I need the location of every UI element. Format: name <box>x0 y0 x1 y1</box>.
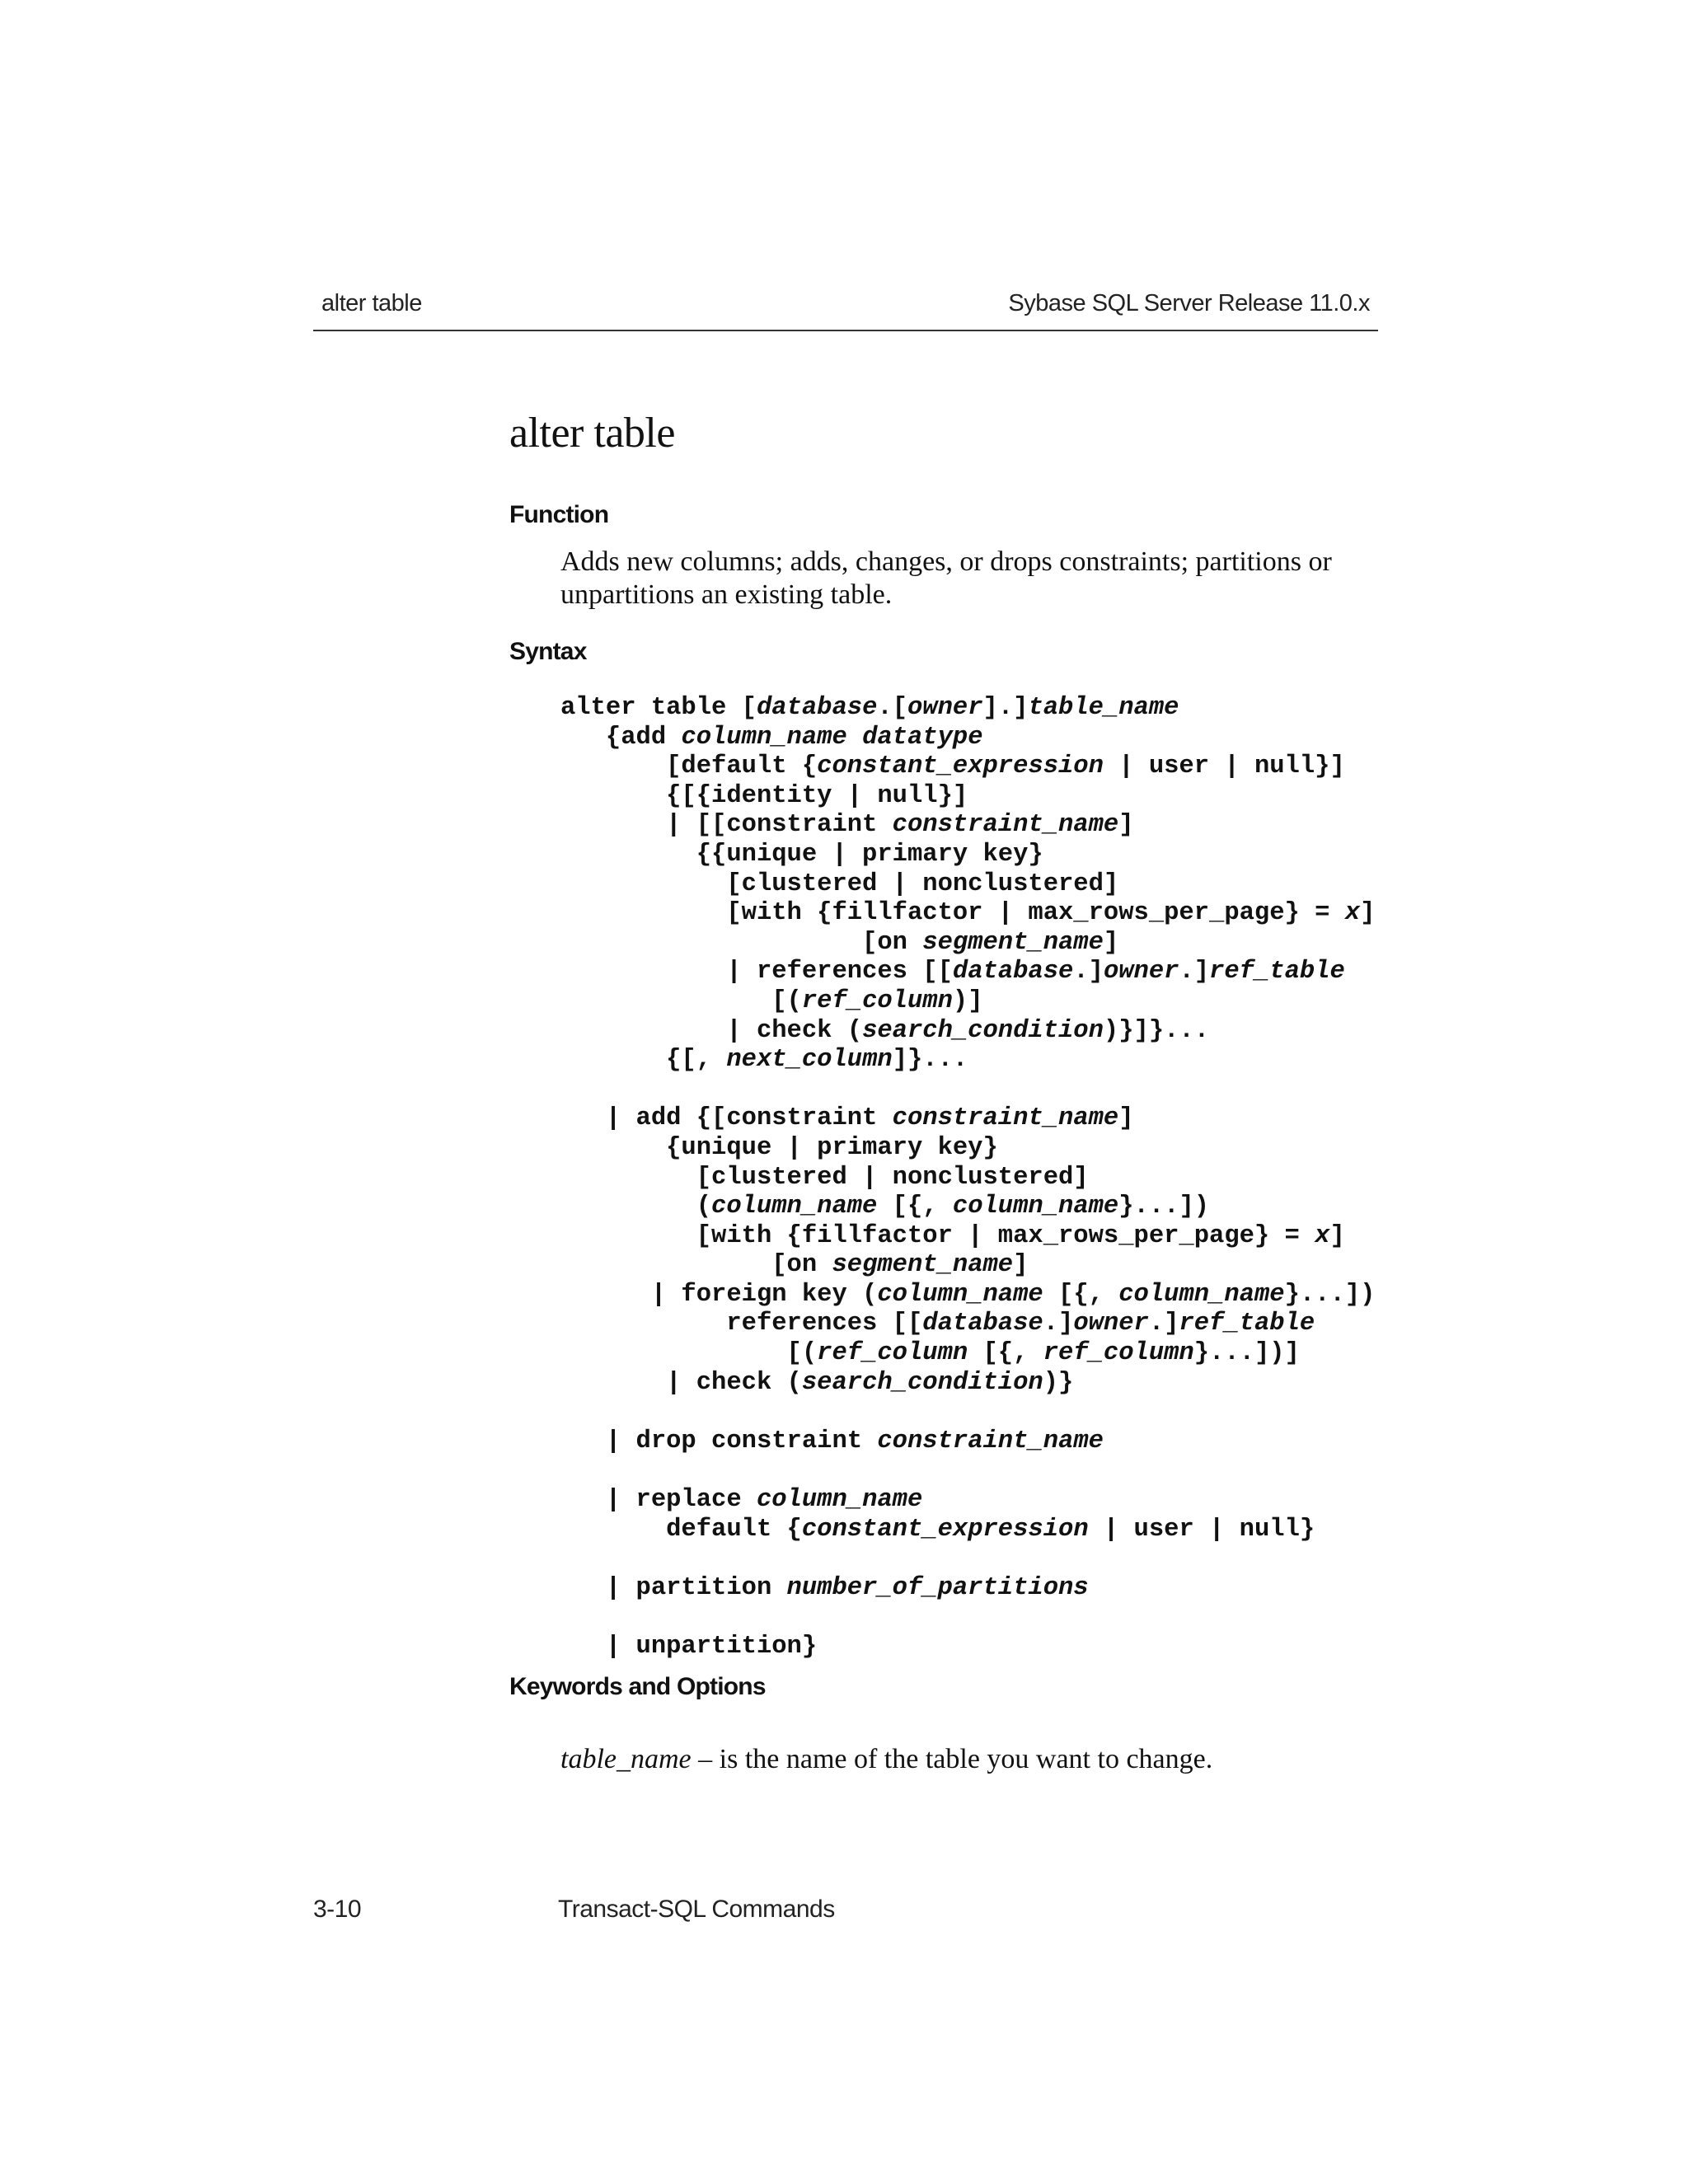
header-product-release: Sybase SQL Server Release 11.0.x <box>1008 290 1370 316</box>
syntax-keyword-text: | user | null}] <box>1103 752 1345 781</box>
syntax-line <box>560 929 1375 958</box>
keyword-description: – is the name of the table you want to change. <box>691 1744 1213 1774</box>
syntax-keyword-text: {{unique | primary key} <box>560 840 1043 869</box>
syntax-keyword-text: ]}... <box>892 1046 968 1075</box>
syntax-keyword-text: .] <box>1073 958 1104 987</box>
syntax-keyword-text: }...]) <box>1118 1193 1210 1221</box>
syntax-keyword-text: | unpartition} <box>560 1633 818 1661</box>
syntax-keyword-text: | check ( <box>560 1016 863 1045</box>
syntax-keyword-text: .[ <box>877 694 907 722</box>
running-header <box>313 290 1378 331</box>
syntax-line <box>560 1310 1375 1339</box>
syntax-placeholder: column_name <box>1118 1280 1285 1309</box>
syntax-keyword-text: | user | null} <box>1088 1515 1315 1544</box>
syntax-placeholder: ref_column <box>801 987 953 1015</box>
syntax-placeholder: constant_expression <box>817 752 1104 781</box>
footer-book-title: Transact-SQL Commands <box>558 1896 835 1923</box>
syntax-placeholder: constraint_name <box>892 811 1119 840</box>
syntax-heading: Syntax <box>509 638 587 665</box>
syntax-line <box>560 694 1375 724</box>
syntax-keyword-text: [on <box>560 928 923 957</box>
syntax-keyword-text: {[, <box>560 1046 727 1075</box>
syntax-line <box>560 811 1375 841</box>
syntax-placeholder: constant_expression <box>801 1515 1089 1544</box>
syntax-line <box>560 870 1375 900</box>
syntax-line <box>560 724 1375 753</box>
syntax-line <box>560 1104 1375 1134</box>
syntax-placeholder: segment_name <box>832 1251 1014 1280</box>
syntax-placeholder: column_name <box>877 1280 1043 1309</box>
syntax-placeholder: column_name <box>711 1193 878 1221</box>
syntax-keyword-text: [( <box>560 1339 818 1368</box>
page-title: alter table <box>509 410 675 457</box>
syntax-placeholder: database <box>952 958 1074 987</box>
syntax-keyword-text: [with {fillfactor | max_rows_per_page} = <box>560 899 1345 928</box>
syntax-placeholder: ref_table <box>1179 1310 1315 1338</box>
syntax-keyword-text: )} <box>1043 1368 1074 1397</box>
syntax-line <box>560 1369 1375 1399</box>
syntax-line <box>560 899 1375 929</box>
syntax-placeholder: owner <box>1073 1310 1149 1338</box>
syntax-placeholder: segment_name <box>922 928 1104 957</box>
syntax-line <box>560 987 1375 1017</box>
keyword-entry-table-name <box>560 1744 1212 1775</box>
syntax-keyword-text: | add {[constraint <box>560 1104 893 1133</box>
syntax-keyword-text: {unique | primary key} <box>560 1133 998 1162</box>
syntax-keyword-text: [on <box>560 1251 832 1280</box>
syntax-line <box>560 1076 1375 1105</box>
syntax-keyword-text: references [[ <box>560 1310 923 1338</box>
syntax-keyword-text: default { <box>560 1515 802 1544</box>
syntax-line <box>560 1134 1375 1164</box>
syntax-placeholder: x <box>1344 899 1361 928</box>
syntax-keyword-text: [clustered | nonclustered] <box>560 1163 1089 1192</box>
syntax-line <box>560 1046 1375 1076</box>
syntax-line <box>560 1164 1375 1193</box>
syntax-line <box>560 958 1375 987</box>
syntax-keyword-text: [{, <box>968 1339 1043 1368</box>
syntax-keyword-text: [clustered | nonclustered] <box>560 869 1119 898</box>
syntax-line <box>560 1251 1375 1281</box>
syntax-line <box>560 1193 1375 1222</box>
function-description: Adds new columns; adds, changes, or drops constraints; partitions or unpartitions an existing table. <box>560 546 1332 610</box>
syntax-placeholder: next_column <box>726 1046 893 1075</box>
syntax-keyword-text: alter table [ <box>560 694 757 722</box>
syntax-line <box>560 1427 1375 1457</box>
syntax-keyword-text: | replace <box>560 1486 757 1515</box>
header-section-name: alter table <box>321 290 422 316</box>
syntax-keyword-text: [{, <box>877 1193 953 1221</box>
syntax-line <box>560 1574 1375 1604</box>
function-heading: Function <box>509 501 609 528</box>
syntax-line <box>560 1544 1375 1574</box>
syntax-keyword-text: .] <box>1043 1310 1074 1338</box>
syntax-keyword-text: ] <box>1329 1221 1345 1250</box>
syntax-line <box>560 1281 1375 1310</box>
keyword-term: table_name <box>560 1744 692 1774</box>
syntax-line <box>560 1017 1375 1047</box>
syntax-placeholder: table_name <box>1028 694 1179 722</box>
syntax-code-block <box>560 694 1375 1662</box>
syntax-placeholder: constraint_name <box>892 1104 1119 1133</box>
syntax-keyword-text: }...])] <box>1193 1339 1300 1368</box>
syntax-placeholder: search_condition <box>862 1016 1104 1045</box>
syntax-placeholder: owner <box>907 694 983 722</box>
syntax-keyword-text: ] <box>1118 811 1134 840</box>
syntax-keyword-text: {[{identity | null}] <box>560 781 968 810</box>
syntax-placeholder: database <box>922 1310 1043 1338</box>
syntax-keyword-text: )] <box>952 987 983 1015</box>
syntax-keyword-text: [{, <box>1043 1280 1119 1309</box>
syntax-line <box>560 1633 1375 1662</box>
syntax-line <box>560 782 1375 812</box>
syntax-keyword-text: ( <box>560 1193 712 1221</box>
syntax-line <box>560 1222 1375 1252</box>
syntax-placeholder: ref_column <box>1043 1339 1194 1368</box>
syntax-placeholder: column_name <box>952 1193 1119 1221</box>
syntax-line <box>560 1398 1375 1427</box>
syntax-keyword-text: | check ( <box>560 1368 802 1397</box>
syntax-keyword-text: [( <box>560 987 802 1015</box>
syntax-line <box>560 1339 1375 1369</box>
syntax-keyword-text: ] <box>1013 1251 1029 1280</box>
syntax-placeholder: column_name datatype <box>681 723 983 752</box>
syntax-line <box>560 1456 1375 1486</box>
syntax-placeholder: x <box>1315 1221 1330 1250</box>
syntax-placeholder: ref_column <box>817 1339 968 1368</box>
syntax-line <box>560 752 1375 782</box>
syntax-keyword-text: ] <box>1360 899 1376 928</box>
syntax-line <box>560 1516 1375 1545</box>
syntax-keyword-text: }...]) <box>1284 1280 1376 1309</box>
syntax-placeholder: constraint_name <box>877 1427 1104 1455</box>
syntax-keyword-text: .] <box>1148 1310 1179 1338</box>
syntax-placeholder: owner <box>1103 958 1179 987</box>
syntax-keyword-text: | references [[ <box>560 958 953 987</box>
syntax-keyword-text: | [[constraint <box>560 811 893 840</box>
syntax-placeholder: database <box>756 694 878 722</box>
syntax-line <box>560 841 1375 870</box>
syntax-placeholder: number_of_partitions <box>786 1573 1089 1602</box>
syntax-keyword-text: ].] <box>982 694 1029 722</box>
syntax-keyword-text: ] <box>1118 1104 1134 1133</box>
syntax-placeholder: ref_table <box>1209 958 1345 987</box>
syntax-line <box>560 1603 1375 1633</box>
syntax-keyword-text: | foreign key ( <box>560 1280 878 1309</box>
syntax-keyword-text: [with {fillfactor | max_rows_per_page} = <box>560 1221 1315 1250</box>
syntax-line <box>560 1486 1375 1516</box>
keywords-heading: Keywords and Options <box>509 1673 766 1700</box>
syntax-keyword-text: {add <box>560 723 682 752</box>
syntax-keyword-text: ] <box>1103 928 1119 957</box>
syntax-keyword-text: )}]}... <box>1103 1016 1210 1045</box>
syntax-keyword-text: .] <box>1179 958 1210 987</box>
syntax-keyword-text: | partition <box>560 1573 787 1602</box>
syntax-keyword-text: [default { <box>560 752 818 781</box>
syntax-placeholder: column_name <box>756 1486 923 1515</box>
page-number: 3-10 <box>313 1896 362 1923</box>
syntax-keyword-text: | drop constraint <box>560 1427 878 1455</box>
syntax-placeholder: search_condition <box>801 1368 1043 1397</box>
